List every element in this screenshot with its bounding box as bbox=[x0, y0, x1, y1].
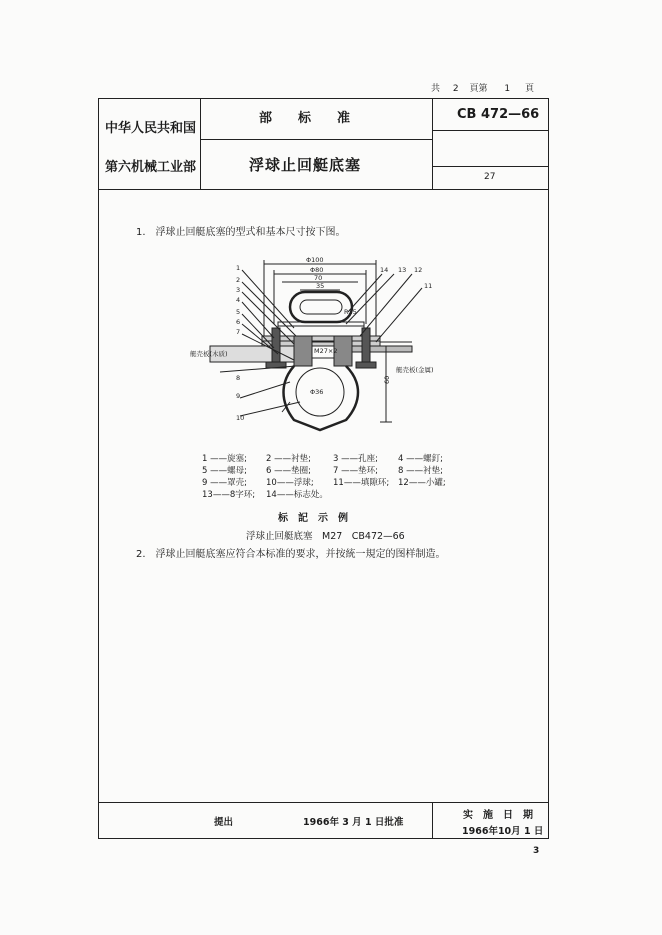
page-label: 頁第 bbox=[469, 84, 488, 94]
dim-phi100: Φ100 bbox=[306, 256, 324, 264]
legend-item: 7 ——垫环; bbox=[333, 466, 378, 476]
approval-date: 1966年 3 月 1 日批准 bbox=[303, 817, 404, 828]
proposed-label: 提出 bbox=[214, 817, 234, 828]
effective-date: 1966年10月 1 日 bbox=[462, 826, 544, 837]
part-10: 10 bbox=[236, 414, 245, 422]
clause-2: 2. 浮球止回艇底塞应符合本标准的要求，并按統一規定的图样制造。 bbox=[136, 549, 446, 560]
part-2: 2 bbox=[236, 276, 241, 284]
issuer-line2: 第六机械工业部 bbox=[105, 160, 197, 175]
part-1: 1 bbox=[236, 264, 241, 272]
part-14: 14 bbox=[380, 266, 389, 274]
page-suffix: 頁 bbox=[525, 84, 535, 94]
legend-item: 8 ——衬垫; bbox=[398, 466, 443, 476]
dim-phi80: Φ80 bbox=[310, 266, 324, 274]
dim-phi36: Φ36 bbox=[310, 388, 324, 396]
part-7: 7 bbox=[236, 328, 241, 336]
standard-number: CB 472—66 bbox=[457, 107, 540, 122]
part-8: 8 bbox=[236, 374, 241, 382]
effective-label: 实 施 日 期 bbox=[463, 810, 533, 821]
legend-item: 5 ——螺母; bbox=[202, 466, 247, 476]
legend-item: 2 ——衬垫; bbox=[266, 454, 311, 464]
marking-heading: 标 記 示 例 bbox=[278, 513, 348, 524]
dim-35: 35 bbox=[316, 282, 325, 290]
legend-item: 11——填隙环; bbox=[333, 478, 390, 488]
page-total: 2 bbox=[452, 84, 459, 94]
class-number: 27 bbox=[484, 172, 496, 182]
legend-item: 3 ——孔座; bbox=[333, 454, 378, 464]
label-metal-hull: 艇壳板(金属) bbox=[396, 366, 434, 374]
part-12: 12 bbox=[414, 266, 423, 274]
part-4: 4 bbox=[236, 296, 241, 304]
label-wooden-hull: 艇壳板(木质) bbox=[190, 350, 228, 358]
page-current: 1 bbox=[504, 84, 511, 94]
page-number: 3 bbox=[533, 846, 540, 856]
legend-item: 9 ——罩壳; bbox=[202, 478, 247, 488]
part-5: 5 bbox=[236, 308, 241, 316]
legend-item: 14——标志处。 bbox=[266, 490, 328, 500]
standard-title: 浮球止回艇底塞 bbox=[249, 156, 362, 174]
dim-60: 60 bbox=[383, 375, 391, 384]
part-13: 13 bbox=[398, 266, 407, 274]
legend-item: 12——小罐; bbox=[398, 478, 446, 488]
part-6: 6 bbox=[236, 318, 241, 326]
page-total-label: 共 bbox=[431, 84, 441, 94]
legend-item: 10——浮球; bbox=[266, 478, 314, 488]
part-3: 3 bbox=[236, 286, 241, 294]
marking-example: 浮球止回艇底塞 M27 CB472—66 bbox=[246, 531, 405, 542]
dim-m27: M27×2 bbox=[314, 347, 338, 355]
part-11: 11 bbox=[424, 282, 433, 290]
legend-item: 4 ——螺釘; bbox=[398, 454, 443, 464]
float-plug-drawing bbox=[190, 252, 450, 437]
page-count bbox=[431, 81, 534, 94]
standard-type: 部 标 准 bbox=[259, 111, 351, 126]
part-9: 9 bbox=[236, 392, 241, 400]
dim-70: 70 bbox=[314, 274, 323, 282]
clause-1: 1. 浮球止回艇底塞的型式和基本尺寸按下图。 bbox=[136, 227, 346, 238]
legend-item: 13——8字环; bbox=[202, 490, 256, 500]
legend-item: 1 ——旋塞; bbox=[202, 454, 247, 464]
dim-r25: R25 bbox=[344, 308, 357, 316]
legend-item: 6 ——垫圈; bbox=[266, 466, 311, 476]
issuer-line1: 中华人民共和国 bbox=[105, 121, 197, 136]
